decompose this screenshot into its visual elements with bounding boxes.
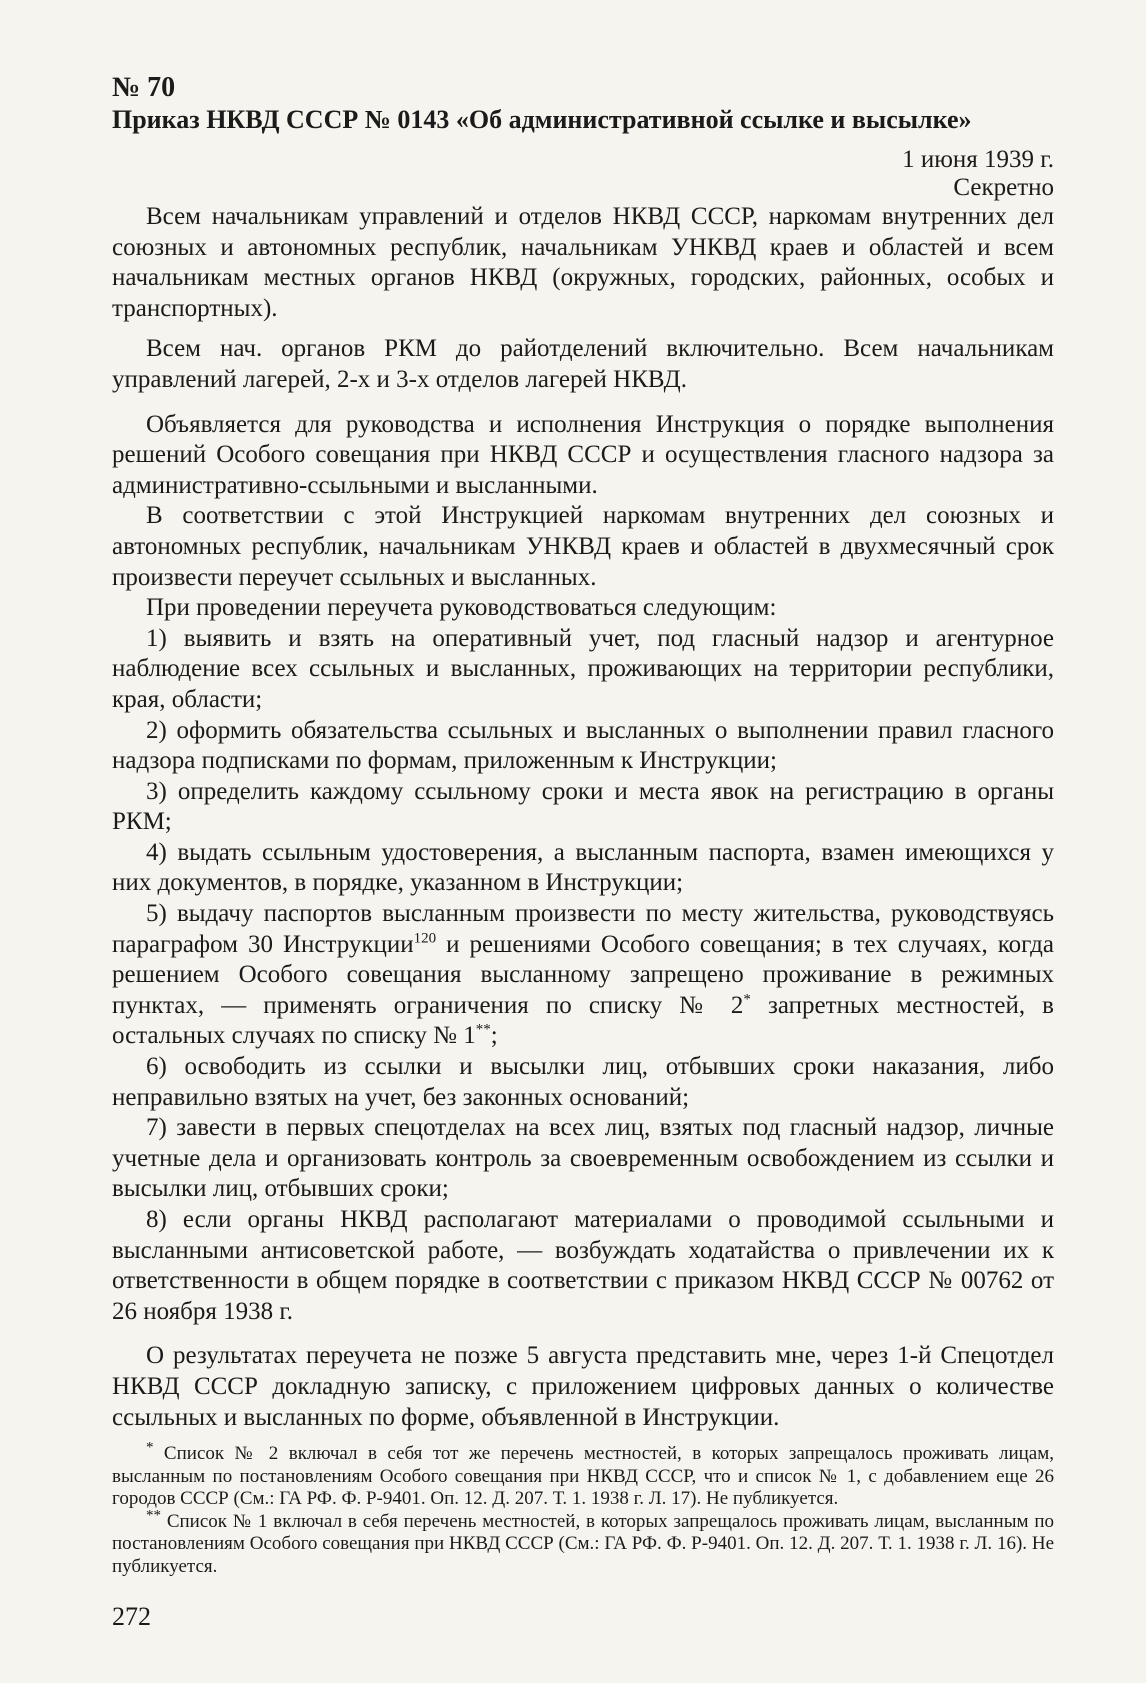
list-item xyxy=(112,899,1054,1052)
footnote xyxy=(112,1507,1054,1579)
classification-label: Секретно xyxy=(953,174,1054,201)
addressee-paragraph: Всем начальникам управлений и отделов НКВД СССР, наркомам внутренних дел союзных и автономных республик, начальникам УНКВД краев и областей и всем начальникам местных органов НКВД (окружных, городских, районных, особых и транспортных). xyxy=(112,203,1054,322)
intro-paragraph: Объявляется для руководства и исполнения Инструкция о порядке выполнения решений Особого совещания при НКВД СССР и осуществления гласного надзора за административно-ссыльными и высланными. xyxy=(112,410,1054,499)
footnote xyxy=(112,1439,1054,1511)
footnote-ref: * xyxy=(743,991,751,1008)
list-item-text: 5) выдачу паспортов высланным произвести по месту жительства, руководствуясь параграфом 30 Инструкции xyxy=(112,900,1054,958)
list-item: 8) если органы НКВД располагают материалами о проводимой ссыльными и высланными антисоветской работе, — возбуждать ходатайства о привлечении их к ответственности в общем порядке в соответствии с приказом НКВД СССР № 00762 от 26 ноября 1938 г. xyxy=(112,1206,1054,1325)
footnote-mark: * xyxy=(146,1439,154,1456)
list-item-text: и решениями Особого совещания; в тех случаях, когда решением Особого совещания высланному запрещено проживание в режимных пунктах, — применять ограничения по списку № 2 xyxy=(112,930,1054,1019)
closing-paragraph: О результатах переучета не позже 5 августа представить мне, через 1-й Спецотдел НКВД СССР докладную записку, с приложением цифровых данных о количестве ссыльных и высланных по форме, объявленной в Инструкции. xyxy=(112,1342,1054,1431)
footnote-mark: ** xyxy=(146,1507,161,1524)
list-item: 3) определить каждому ссыльному сроки и места явок на регистрацию в органы РКМ; xyxy=(112,777,1054,836)
document-page xyxy=(112,72,1054,1578)
intro-paragraph: При проведении переучета руководствоваться следующим: xyxy=(146,594,777,622)
list-item: 7) завести в первых спецотделах на всех лиц, взятых под гласный надзор, личные учетные дела и организовать контроль за своевременным освобождением из ссылки и высылки лиц, отбывших сроки; xyxy=(112,1114,1054,1203)
footnote-text: Список № 1 включал в себя перечень местностей, в которых запрещалось проживать лицам, высланным по постановлениям Особого совещания при НКВД СССР (См.: ГА РФ. Ф. Р-9401. Оп. 12. Д. 207. Т. 1. 1938 г. Л. 16). Не публикуется. xyxy=(112,1510,1054,1577)
list-item: 6) освободить из ссылки и высылки лиц, отбывших сроки наказания, либо неправильно взятых на учет, без законных оснований; xyxy=(112,1053,1054,1111)
list-item: 1) выявить и взять на оперативный учет, под гласный надзор и агентурное наблюдение всех ссыльных и высланных, проживающих на территории республики, края, области; xyxy=(112,624,1054,713)
footnote-ref: ** xyxy=(475,1022,491,1039)
footnote-text: Список № 2 включал в себя тот же перечень местностей, в которых запрещалось проживать лицам, высланным по постановлениям Особого совещания при НКВД СССР, что и список № 1, с добавлением еще 26 городов СССР (См.: ГА РФ. Ф. Р-9401. Оп. 12. Д. 207. Т. 1. 1938 г. Л. 17). Не публикуется. xyxy=(112,1443,1054,1510)
list-item: 4) выдать ссыльным удостоверения, а высланным паспорта, взамен имеющихся у них документов, в порядке, указанном в Инструкции; xyxy=(112,838,1054,897)
list-item: 2) оформить обязательства ссыльных и высланных о выполнении правил гласного надзора подписками по формам, приложенным к Инструкции; xyxy=(112,716,1054,775)
list-item-text: ; xyxy=(490,1022,498,1050)
list-item-text: запретных местностей, в остальных случаях по списку № 1 xyxy=(112,991,1054,1050)
footnotes xyxy=(112,1439,1054,1578)
document-number: № 70 xyxy=(112,72,176,103)
page-number: 272 xyxy=(112,1602,151,1631)
document-date: 1 июня 1939 г. xyxy=(902,146,1054,173)
document-title: Приказ НКВД СССР № 0143 «Об административной ссылке и высылке» xyxy=(112,105,972,134)
endnote-ref: 120 xyxy=(413,930,437,947)
intro-paragraph: В соответствии с этой Инструкцией наркомам внутренних дел союзных и автономных республик, начальникам УНКВД краев и областей в двухмесячный срок произвести переучет ссыльных и высланных. xyxy=(112,502,1054,591)
addressee-paragraph: Всем нач. органов РКМ до райотделений включительно. Всем начальникам управлений лагерей, 2-х и 3-х отделов лагерей НКВД. xyxy=(112,335,1054,393)
